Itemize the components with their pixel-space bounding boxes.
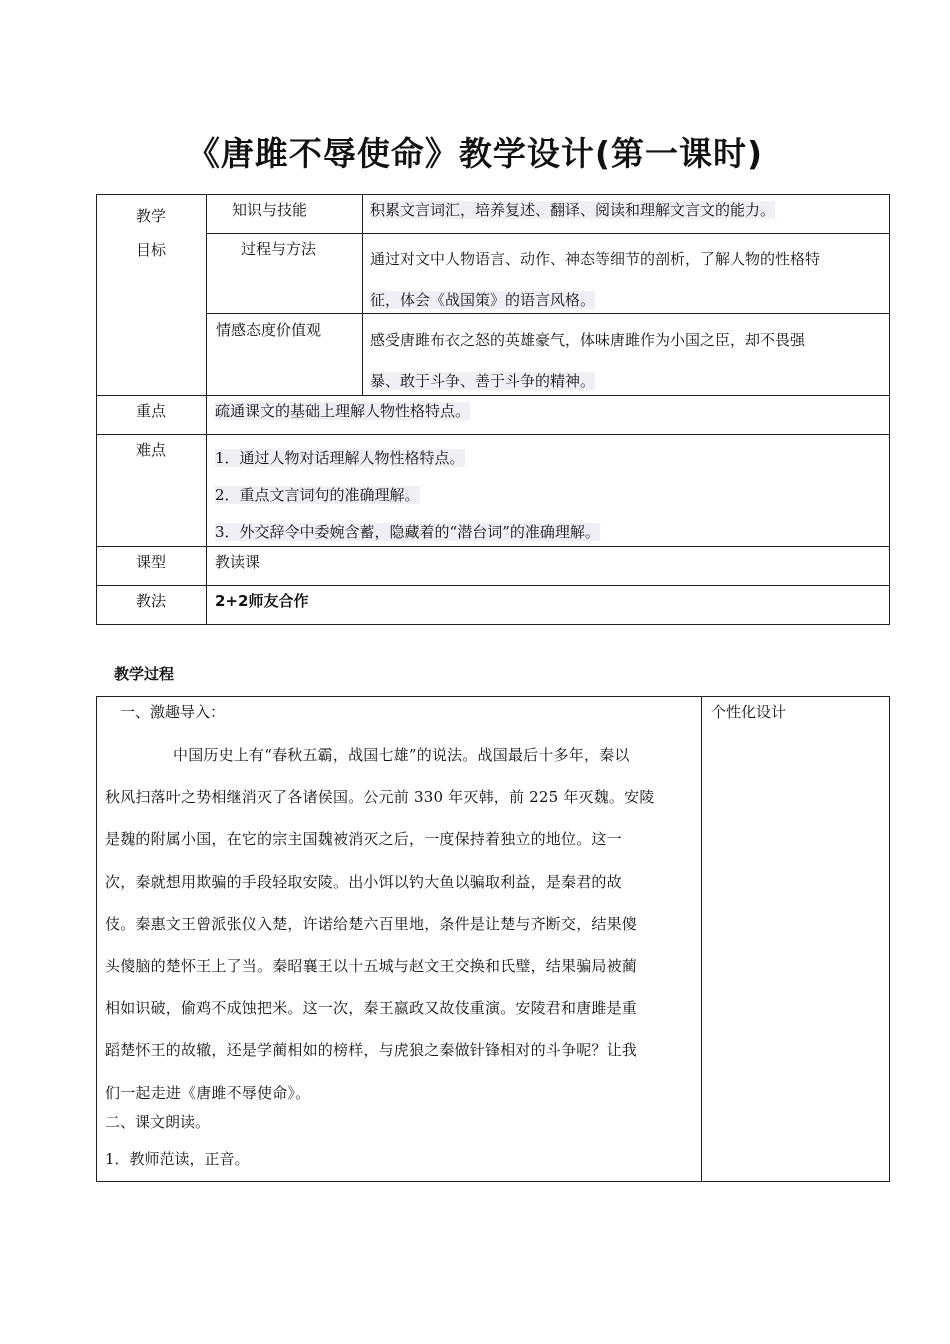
paragraph-line: 蹈楚怀王的故辙，还是学蔺相如的榜样，与虎狼之秦做针锋相对的斗争呢？让我 [105,1041,638,1060]
paragraph-line: 伎。秦惠文王曾派张仪入楚，许诺给楚六百里地，条件是让楚与齐断交，结果傻 [105,914,638,933]
process-heading: 教学过程 [114,665,175,683]
side-column-label: 个性化设计 [711,703,787,721]
difficulty-list [215,440,600,551]
paragraph-line: 次，秦就想用欺骗的手段轻取安陵。出小饵以钓大鱼以骗取利益，是秦君的故 [105,872,622,891]
paragraph-line: 是魏的附属小国，在它的宗主国魏被消灭之后，一度保持着独立的地位。这一 [105,830,622,849]
key-label: 重点 [135,402,166,420]
knowledge-text: 积累文言词汇，培养复述、翻译、阅读和理解文言文的能力。 [370,201,776,219]
knowledge-label: 知识与技能 [232,201,308,219]
intro-paragraph [105,734,697,1114]
emotion-label: 情感态度价值观 [216,321,322,339]
method-text: 2+2师友合作 [215,592,309,610]
paragraph-line: 秋风扫落叶之势相继消灭了各诸侯国。公元前 330 年灭韩，前 225 年灭魏。安陵 [105,788,655,807]
section-heading-intro: 一、激趣导入： [120,703,226,721]
reading-item-1: 1．教师范读，正音。 [105,1150,250,1168]
difficulty-label: 难点 [135,441,166,459]
objectives-label: 教学 目标 [135,207,166,259]
paragraph-line: 中国历史上有“春秋五霸，战国七雄”的说法。战国最后十多年，秦以 [173,746,630,764]
list-item: 1．通过人物对话理解人物性格特点。 [215,449,465,467]
list-item: 2．重点文言词句的准确理解。 [215,486,420,504]
paragraph-line: 们一起走进《唐雎不辱使命》。 [105,1083,311,1102]
paragraph-line: 相如识破，偷鸡不成蚀把米。这一次，秦王嬴政又故伎重演。安陵君和唐雎是重 [105,999,638,1018]
page-title: 《唐雎不辱使命》教学设计(第一课时) [186,134,764,173]
process-label: 过程与方法 [241,240,317,258]
list-item: 3．外交辞令中委婉含蓄，隐藏着的“潜台词”的准确理解。 [215,523,600,541]
paragraph-line: 头傻脑的楚怀王上了当。秦昭襄王以十五城与赵文王交换和氏璧，结果骗局被蔺 [105,957,638,976]
method-label: 教法 [135,592,166,610]
section-heading-reading: 二、课文朗读。 [105,1113,211,1131]
key-text: 疏通课文的基础上理解人物性格特点。 [215,402,471,420]
lesson-type-label: 课型 [135,553,166,571]
process-text: 通过对文中人物语言、动作、神态等细节的剖析，了解人物的性格特 征，体会《战国策》的语言风格。 [370,250,821,309]
emotion-text: 感受唐雎布衣之怒的英雄豪气，体味唐雎作为小国之臣，却不畏强 暴、敢于斗争、善于斗争的精神。 [370,331,806,390]
lesson-type-text: 教读课 [215,553,261,571]
